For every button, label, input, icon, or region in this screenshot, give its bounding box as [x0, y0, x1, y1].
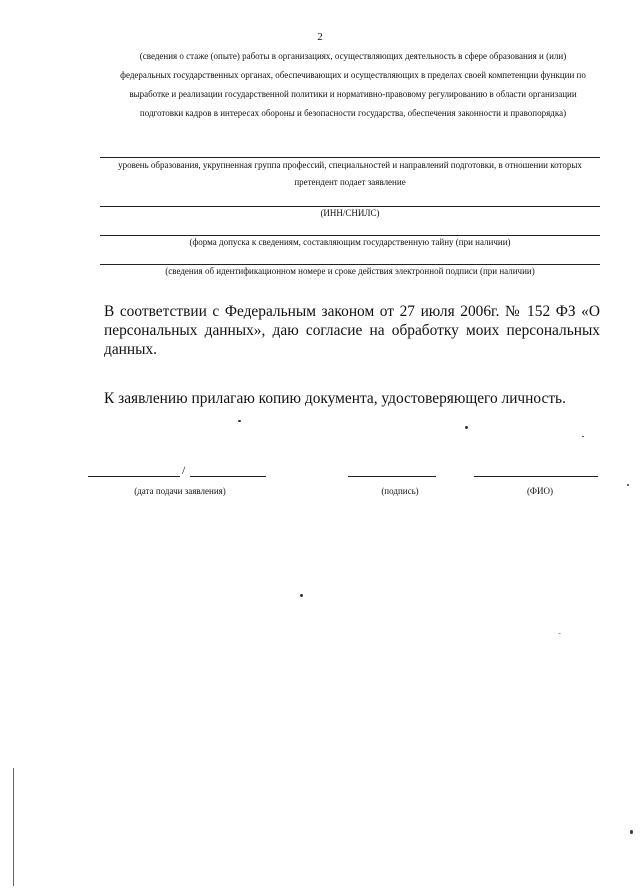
name-caption: (ФИО) — [526, 486, 554, 496]
scan-speck — [300, 594, 303, 597]
scan-speck — [238, 420, 241, 422]
experience-caption-line: выработке и реализации государственной политики и нормативно-правовому регулированию в области организации — [129, 89, 577, 99]
education-caption — [100, 157, 600, 191]
scan-speck — [627, 484, 629, 486]
attachment-sentence: К заявлению прилагаю копию документа, удостоверяющего личность. — [104, 390, 566, 407]
experience-caption — [98, 47, 608, 123]
e-signature-caption-line: (сведения об идентификационном номере и сроке действия электронной подписи (при наличии) — [165, 266, 535, 276]
name-line[interactable] — [474, 476, 598, 477]
clearance-caption — [100, 234, 600, 251]
date-separator: / — [182, 463, 186, 477]
consent-paragraph: В соответствии с Федеральным законом от 27 июля 2006г. № 152 ФЗ «О персональных данных», даю согласие на обработку моих персональных данных. — [104, 303, 600, 358]
date-day-line[interactable] — [88, 476, 180, 477]
inn-snils-caption — [100, 205, 600, 222]
scan-speck — [558, 633, 561, 634]
experience-caption-line: подготовки кадров в интересах обороны и безопасности государства, обеспечения законности и правопорядка) — [139, 108, 567, 118]
experience-caption-line: федеральных государственных органах, обеспечивающих и осуществляющих в пределах своей компетенции функции по — [120, 70, 586, 80]
scan-speck — [465, 426, 468, 429]
date-caption: (дата подачи заявления) — [134, 486, 226, 496]
date-year-line[interactable] — [190, 476, 266, 477]
e-signature-caption — [100, 263, 600, 280]
page-number: 2 — [317, 31, 323, 43]
experience-caption-line: (сведения о стаже (опыте) работы в организациях, осуществляющих деятельность в сфере образования и (или) — [139, 51, 567, 61]
education-caption-line: уровень образования, укрупненная группа профессий, специальностей и направлений подготовки, в отношении которых — [118, 160, 582, 170]
margin-scan-line — [13, 768, 14, 886]
education-caption-line: претендент подает заявление — [294, 177, 406, 187]
inn-snils-caption-line: (ИНН/СНИЛС) — [320, 208, 380, 218]
signature-line[interactable] — [348, 476, 436, 477]
scan-speck — [630, 830, 633, 834]
signature-caption: (подпись) — [381, 486, 419, 496]
scan-speck — [582, 436, 584, 437]
clearance-caption-line: (форма допуска к сведениям, составляющим государственную тайну (при наличии) — [189, 237, 511, 247]
